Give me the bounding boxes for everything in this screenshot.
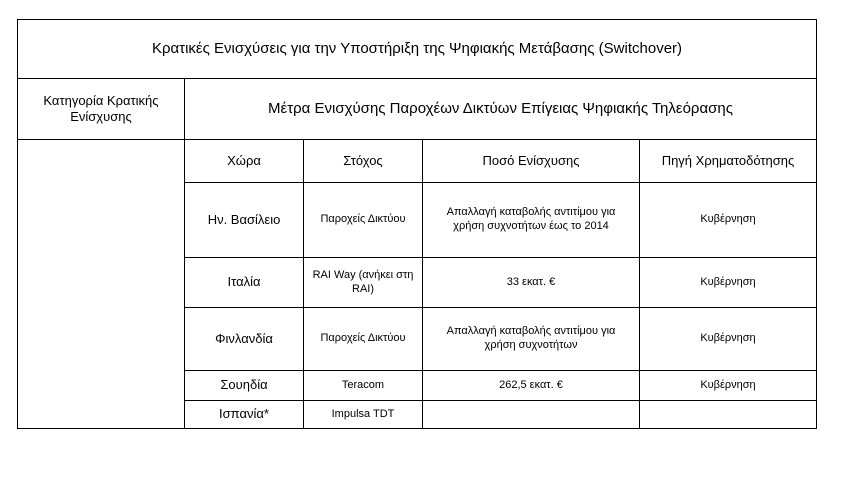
row-target: Παροχείς Δικτύου [320,213,406,226]
column-header-country: Χώρα [227,152,261,168]
row-amount: Απαλλαγή καταβολής αντιτίμου για χρήση συχνοτήτων [446,325,616,351]
row-country: Ισπανία* [219,406,269,422]
row-amount: 33 εκατ. € [506,275,556,288]
row-source [640,401,816,428]
row-country: Ιταλία [227,274,261,290]
row-target: RAI Way (ανήκει στη RAI) [312,268,414,295]
row-country: Ην. Βασίλειο [207,211,281,227]
row-amount: 262,5 εκατ. € [499,378,563,391]
row-country: Σουηδία [220,377,268,393]
column-header-amount: Ποσό Ενίσχυσης [482,152,580,168]
row-amount [423,401,639,428]
row-country: Φινλανδία [215,330,273,346]
row-amount: Απαλλαγή καταβολής αντιτίμου για χρήση συχνοτήτων έως το 2014 [446,206,616,232]
column-header-target: Στόχος [343,152,383,168]
row-target: Teracom [341,378,385,391]
section-title: Μέτρα Ενισχύσης Παροχέων Δικτύων Επίγειας Ψηφιακής Τηλεόρασης [268,99,733,117]
row-source: Κυβέρνηση [700,213,756,226]
row-source: Κυβέρνηση [700,275,756,288]
row-source: Κυβέρνηση [700,332,756,345]
category-label: Κατηγορία Κρατικής Ενίσχυσης [43,92,159,124]
row-target: Παροχείς Δικτύου [320,332,406,345]
grid-line [816,19,817,429]
table-title: Κρατικές Ενισχύσεις για την Υποστήριξη της Ψηφιακής Μετάβασης (Switchover) [151,39,683,57]
grid-line [17,428,817,429]
row-source: Κυβέρνηση [700,378,756,391]
row-target: Impulsa TDT [331,407,395,420]
column-header-source: Πηγή Χρηματοδότησης [661,152,795,168]
